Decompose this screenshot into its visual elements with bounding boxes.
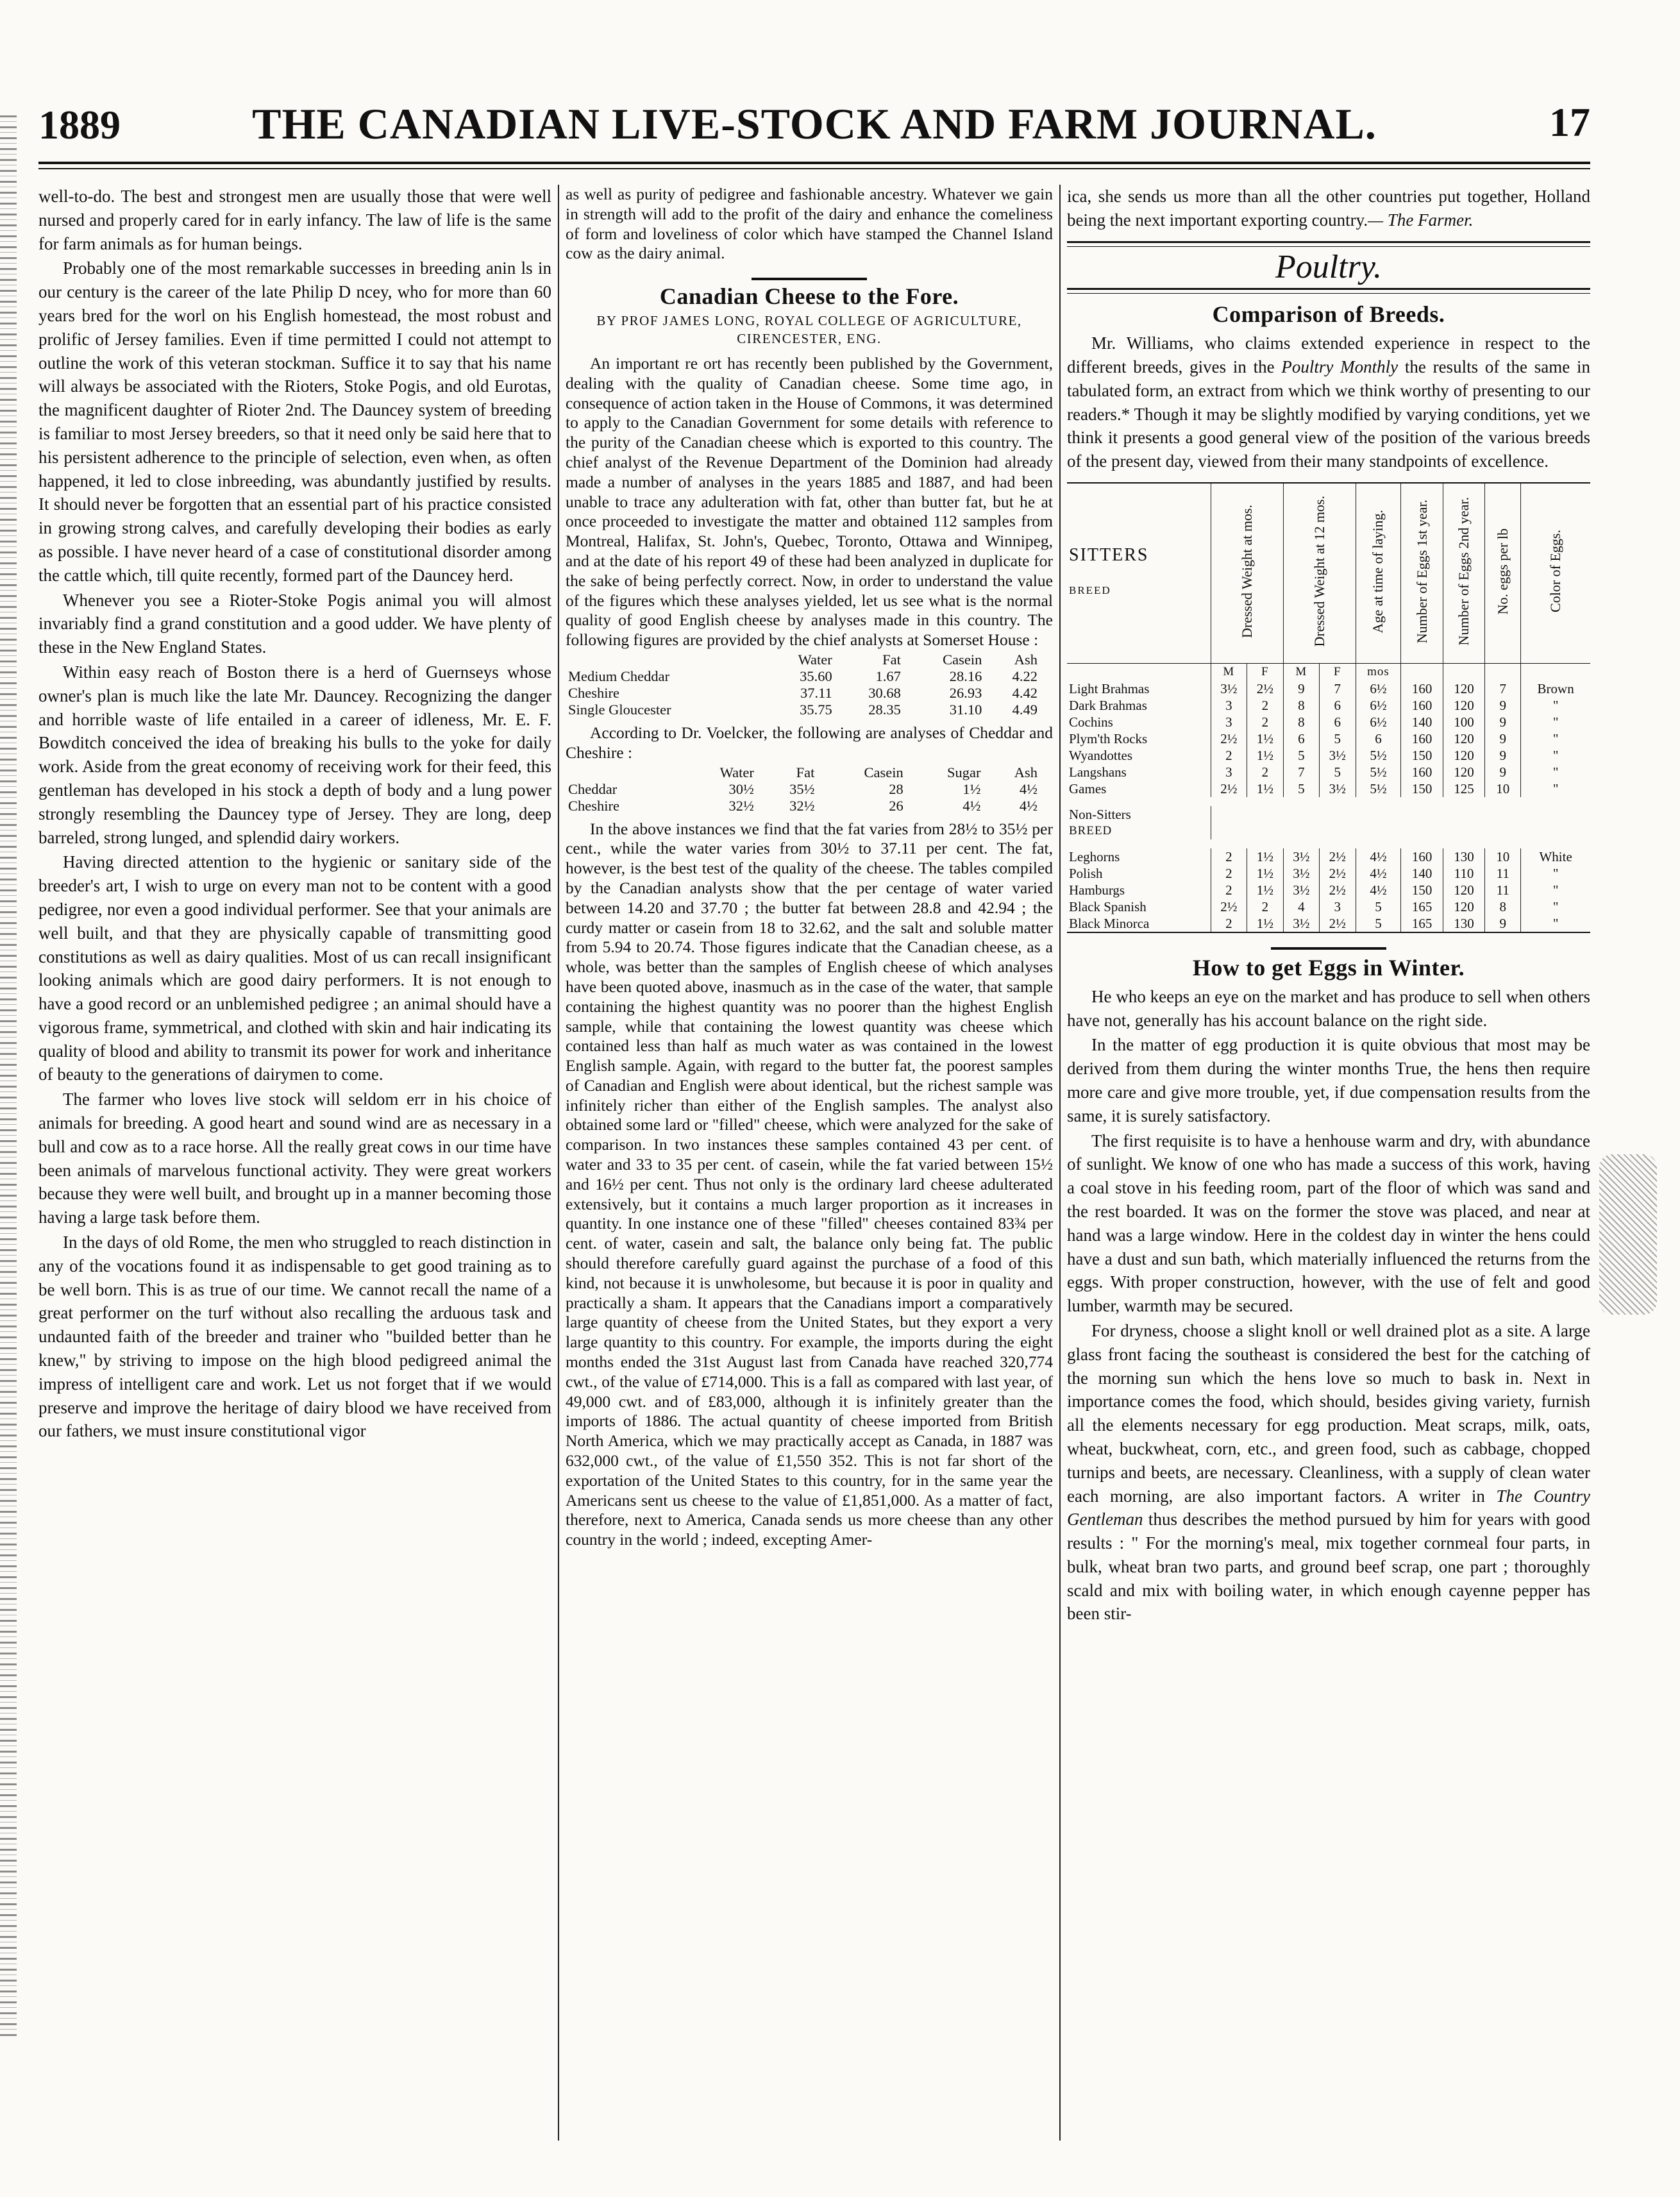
- table-row: [566, 798, 1040, 814]
- paragraph: [1067, 332, 1590, 473]
- table-cell: 3½: [1283, 865, 1319, 882]
- paragraph: well-to-do. The best and strongest men are usually those that were well nursed and properly cared for in early infancy. The law of life is the same for farm animals as for human beings.: [38, 187, 551, 253]
- page-header: [38, 96, 1590, 154]
- table-header-breed: [1067, 483, 1211, 664]
- table-cell: 4½: [1356, 882, 1401, 898]
- table-header: Number of Eggs 2nd year.: [1443, 483, 1484, 664]
- table-cell: 165: [1401, 898, 1443, 915]
- table-header: Casein: [943, 651, 982, 668]
- table-cell: Cochins: [1069, 714, 1113, 730]
- table-row: [1067, 764, 1590, 780]
- table-header: Water: [798, 651, 832, 668]
- table-cell: 2½: [1211, 898, 1247, 915]
- table-cell: Single Gloucester: [568, 701, 671, 718]
- table-cell: 6: [1356, 730, 1401, 747]
- table-row: [1067, 730, 1590, 747]
- table-cell: 5: [1320, 764, 1356, 780]
- table-row: [1067, 898, 1590, 915]
- table-row: [566, 668, 1040, 685]
- table-cell: 130: [1443, 848, 1484, 865]
- table-cell: 2: [1211, 848, 1247, 865]
- table-cell: 100: [1443, 714, 1484, 730]
- text-span: the results of the same in tabulated form, an extract from which we think worthy of presenting to our readers.* Though it may be slightly modified by varying conditions, yet we think it presents a good general view of the position of the various breeds of the present day, viewed from their many standpoints of excellence.: [1067, 357, 1591, 471]
- table-cell: 3½: [1211, 680, 1247, 697]
- table-cell: 2: [1247, 898, 1283, 915]
- table-cell: 4: [1283, 898, 1319, 915]
- table-header: Dressed Weight at 12 mos.: [1283, 483, 1356, 664]
- table-cell: ": [1521, 747, 1590, 764]
- table-cell: 2: [1247, 697, 1283, 714]
- table-cell: Polish: [1069, 865, 1103, 881]
- table-header: Age at time of laying.: [1356, 483, 1401, 664]
- article-byline: BY PROF JAMES LONG, ROYAL COLLEGE OF AGRICULTURE, CIRENCESTER, ENG.: [596, 312, 1022, 346]
- table-cell: 150: [1401, 882, 1443, 898]
- table-cell: 6: [1320, 714, 1356, 730]
- table-cell: 150: [1401, 780, 1443, 797]
- text-span: Mr. Williams, who claims extended experience in respect to the different breeds, gives in the: [1067, 333, 1590, 376]
- table-cell: 2½: [1211, 730, 1247, 747]
- source-citation: — The Farmer.: [1368, 210, 1474, 230]
- table-cell: 4½: [1356, 848, 1401, 865]
- table-header: No. eggs per lb: [1485, 483, 1521, 664]
- table-row: [1067, 848, 1590, 865]
- table-cell: 9: [1485, 764, 1521, 780]
- table-cell: 150: [1401, 747, 1443, 764]
- journal-title: The Country Gentleman: [1067, 1486, 1590, 1529]
- table-header: Fat: [882, 651, 901, 668]
- table-cell: 4.42: [1012, 684, 1037, 701]
- table-cell: 6½: [1356, 680, 1401, 697]
- table-cell: 5: [1283, 780, 1319, 797]
- table-cell: 1½: [962, 780, 981, 797]
- paragraph: Having directed attention to the hygienic or sanitary side of the breeder's art, I wish to urge on every man not to be content with a good pedigree, nor even a good individual performer. See that your animals are well built, and that they are physically capable of transmitting good constitutions as well as dairy qualities. Most of us can recall insignificant looking animals which are good dairy performers. It is not enough to have a good record or an unblemished pedigree ; an animal should have a vigorous frame, symmetrical, and clothed with skin and hair indicating its quality of blood and ability to transmit its power for work and inheritance of beauty to the generations of dairymen to come.: [38, 852, 551, 1084]
- table-cell: ": [1521, 780, 1590, 797]
- table-cell: 30½: [728, 780, 754, 797]
- table-row: [1067, 915, 1590, 932]
- sitters-label: SITTERS: [1069, 545, 1149, 566]
- table-cell: 110: [1443, 865, 1484, 882]
- table-cell: 26.93: [949, 684, 982, 701]
- table-cell: 125: [1443, 780, 1484, 797]
- table-cell: 4.49: [1012, 701, 1037, 718]
- table-cell: 5: [1356, 898, 1401, 915]
- header-title: THE CANADIAN LIVE-STOCK AND FARM JOURNAL.: [252, 99, 1377, 148]
- table-row: [566, 702, 1040, 718]
- table-cell: 37.11: [800, 684, 832, 701]
- table-cell: 1½: [1247, 780, 1283, 797]
- table-cell: 35½: [789, 780, 815, 797]
- table-cell: 28.35: [868, 701, 901, 718]
- table-cell: Black Spanish: [1069, 898, 1147, 914]
- table-cell: 1½: [1247, 865, 1283, 882]
- table-cell: 2½: [1211, 780, 1247, 797]
- table-cell: 35.60: [800, 668, 832, 684]
- table-cell: ": [1521, 764, 1590, 780]
- table-cell: 3½: [1283, 848, 1319, 865]
- table-cell: 5½: [1356, 764, 1401, 780]
- subheader: M: [1211, 663, 1247, 680]
- column-3: [1067, 185, 1590, 1627]
- column-divider-1: [558, 185, 559, 2141]
- non-sitters-label: Non-Sitters: [1069, 806, 1131, 822]
- paragraph: In the matter of egg production it is quite obvious that most may be derived from them during the winter months True, the hens then require more care and give more trouble, yet, if due compensation results from the same, it is surely satisfactory.: [1067, 1035, 1590, 1125]
- table-row: [1067, 882, 1590, 898]
- table-cell: 120: [1443, 730, 1484, 747]
- table-cell: White: [1521, 848, 1590, 865]
- table-cell: 4½: [1019, 780, 1037, 797]
- table-cell: 120: [1443, 680, 1484, 697]
- table-cell: 11: [1485, 865, 1521, 882]
- table-cell: 5½: [1356, 780, 1401, 797]
- table-cell: 6½: [1356, 697, 1401, 714]
- table-cell: 8: [1485, 898, 1521, 915]
- table-header: Casein: [864, 764, 903, 780]
- column-1: [38, 185, 551, 1444]
- table-header: Water: [719, 764, 754, 780]
- breed-label: BREED: [1069, 584, 1111, 597]
- paragraph: An important re ort has recently been published by the Government, dealing with the quality of Canadian cheese. Some time ago, in consequence of action taken in the House of Commons, it was determined to apply to the Canadian Government for some details with reference to the purity of the Canadian cheese which is exported to this country. The chief analyst of the Revenue Department of the Dominion had already made a number of analyses in the years 1885 and 1887, and had been unable to trace any adulteration with fat, other than butter fat, but he at once proceeded to investigate the matter and obtained 112 samples from Montreal, Halifax, St. John's, Quebec, Toronto, Ottawa and Winnipeg, and at the date of his report 49 of these had been analyzed in duplicate for the sake of being perfectly correct. Now, in order to understand the value of the figures which these analyses yielded, let us see what is the normal quality of good English cheese by analyses made in this country. The following figures are provided by the chief analysts at Somerset House :: [566, 353, 1053, 650]
- table-row: [566, 685, 1040, 702]
- section-rule: [1067, 288, 1590, 294]
- table-cell: 160: [1401, 680, 1443, 697]
- text-span: A writer in: [1396, 1486, 1497, 1506]
- table-cell: 5: [1283, 747, 1319, 764]
- table-cell: 5: [1356, 915, 1401, 932]
- column-2: [566, 185, 1053, 1551]
- paragraph: as well as purity of pedigree and fashionable ancestry. Whatever we gain in strength will add to the profit of the dairy and enhance the comeliness of form and loveliness of color which have stamped the Channel Island cow as the dairy animal.: [566, 185, 1053, 263]
- table-header: [566, 764, 678, 781]
- table-cell: 165: [1401, 915, 1443, 932]
- table-header: Fat: [796, 764, 815, 780]
- paragraph: Whenever you see a Rioter-Stoke Pogis animal you will almost invariably find a grand constitution and a good udder. We have plenty of these in the New England States.: [38, 590, 551, 657]
- table-cell: 160: [1401, 730, 1443, 747]
- table-cell: 8: [1283, 714, 1319, 730]
- header-rule-thin: [38, 168, 1590, 169]
- paragraph: [1067, 185, 1590, 232]
- paragraph: The farmer who loves live stock will seldom err in his choice of animals for breeding. A good heart and sound wind are as necessary in a bull and cow as to a race horse. All the really great cows in our time have been animals of marvelous functional activity. They were great workers because they were well built, and brought up in a manner becoming those having a large task before them.: [38, 1090, 551, 1227]
- table-cell: 2½: [1320, 848, 1356, 865]
- header-rule-thick: [38, 162, 1590, 164]
- table-row: [1067, 680, 1590, 697]
- article-heading-eggs: How to get Eggs in Winter.: [1192, 954, 1465, 981]
- table-header: Ash: [1014, 764, 1037, 780]
- table-cell: 4½: [962, 797, 981, 814]
- paragraph: In the days of old Rome, the men who struggled to reach distinction in any of the vocations found it as indispensable to get good training as to be well born. This is as true of our time. We cannot recall the name of a great performer on the turf without also recalling the arduous task and undaunted faith of the breeder and trainer who "builded better than he knew," by striving to impose on the high blood pedigreed animal the impress of intelligent care and work. Let us not forget that if we would preserve and improve the heritage of dairy blood we have received from our fathers, we must insure constitutional vigor: [38, 1233, 551, 1441]
- table-cell: 31.10: [949, 701, 982, 718]
- table-header: Ash: [1014, 651, 1037, 668]
- table-cell: 2½: [1247, 680, 1283, 697]
- header-page-number: 17: [1549, 99, 1590, 145]
- table-cell: 30.68: [868, 684, 901, 701]
- table-cell: 140: [1401, 714, 1443, 730]
- table-cell: ": [1521, 915, 1590, 932]
- table-header: Number of Eggs 1st year.: [1401, 483, 1443, 664]
- header-year: 1889: [38, 102, 121, 147]
- table-cell: 7: [1485, 680, 1521, 697]
- table-row: [1067, 747, 1590, 764]
- table-cell: 2: [1247, 764, 1283, 780]
- table-cell: 120: [1443, 697, 1484, 714]
- table-row: [1067, 714, 1590, 730]
- table-cell: 2: [1211, 882, 1247, 898]
- table-cell: ": [1521, 865, 1590, 882]
- table-cell: 28: [889, 780, 903, 797]
- table-cell: Medium Cheddar: [568, 668, 670, 684]
- table-cell: 1½: [1247, 747, 1283, 764]
- table-cell: 1½: [1247, 730, 1283, 747]
- table-cell: 10: [1485, 780, 1521, 797]
- text-span: For dryness, choose a slight knoll or well drained plot as a site. A large glass front facing the southeast is considered the best for the catching of the morning sun which the hens love so much to bask in. Next in importance comes the food, which should, besides giving variety, furnish all the elements necessary for egg production. Meat scraps, milk, oats, wheat, buckwheat, corn, etc., and green food, such as cabbage, chopped turnips and beets, are necessary. Cleanliness, with a supply of clean water each morning, are also important factors.: [1067, 1320, 1590, 1506]
- table-cell: 3: [1211, 697, 1247, 714]
- subheader: F: [1320, 663, 1356, 680]
- table-cell: Cheshire: [568, 797, 619, 814]
- table-cell: 1½: [1247, 848, 1283, 865]
- table-cell: 2: [1247, 714, 1283, 730]
- table-cell: 2½: [1320, 865, 1356, 882]
- table-cell: 32½: [789, 797, 815, 814]
- table-cell: 3½: [1283, 882, 1319, 898]
- table-cell: 3: [1211, 714, 1247, 730]
- table-cell: 120: [1443, 898, 1484, 915]
- table-cell: 9: [1485, 915, 1521, 932]
- table-cell: 10: [1485, 848, 1521, 865]
- table-cell: 35.75: [800, 701, 832, 718]
- paragraph: The first requisite is to have a henhouse warm and dry, with abundance of sunlight. We know of one who has made a success of this work, having a coal stove in his feeding room, part of the floor of which was sand and the rest boarded. It was on the former the stove was placed, and near at hand was a large window. Here in the coldest day in winter the hens could have a dust and sun bath, which materially influenced the returns from the eggs. With proper construction, however, with the use of felt and good lumber, warmth may be secured.: [1067, 1131, 1590, 1316]
- table-cell: 160: [1401, 764, 1443, 780]
- scan-binding-edge: [0, 115, 17, 2039]
- subheader: mos: [1356, 663, 1401, 680]
- table-cell: Dark Brahmas: [1069, 697, 1147, 713]
- table-cell: ": [1521, 714, 1590, 730]
- table-row: [566, 781, 1040, 798]
- article-heading-cheese: Canadian Cheese to the Fore.: [659, 283, 959, 310]
- table-cell: 3: [1211, 764, 1247, 780]
- table-cell: 1.67: [875, 668, 901, 684]
- table-cell: 3½: [1320, 780, 1356, 797]
- table-cell: 9: [1485, 714, 1521, 730]
- non-sitters-header: [1067, 797, 1590, 848]
- table-cell: 4½: [1019, 797, 1037, 814]
- table-cell: 160: [1401, 697, 1443, 714]
- column-divider-2: [1059, 185, 1061, 2141]
- table-cell: Cheddar: [568, 780, 617, 797]
- analysis-table-voelcker: [566, 764, 1040, 814]
- subheader: M: [1283, 663, 1319, 680]
- table-cell: Wyandottes: [1069, 747, 1133, 763]
- table-cell: 4½: [1356, 865, 1401, 882]
- table-cell: 4.22: [1012, 668, 1037, 684]
- table-header: Dressed Weight at mos.: [1211, 483, 1283, 664]
- table-cell: Leghorns: [1069, 848, 1120, 864]
- table-header: Color of Eggs.: [1521, 483, 1590, 664]
- table-cell: ": [1521, 882, 1590, 898]
- table-cell: 2: [1211, 865, 1247, 882]
- table-cell: 11: [1485, 882, 1521, 898]
- analysis-table-somerset: [566, 652, 1040, 718]
- table-cell: 9: [1485, 730, 1521, 747]
- table-cell: 2½: [1320, 915, 1356, 932]
- paragraph: [1067, 1319, 1590, 1626]
- table-cell: Langshans: [1069, 764, 1127, 780]
- text-span: thus describes the method pursued by him for years with good results : " For the morning's meal, mix together cornmeal four parts, in bulk, wheat bran two parts, and ground beef scrap, one part ; thoroughly scald and mix with boiling water, in which enough cayenne pepper has been stir-: [1067, 1510, 1590, 1624]
- article-heading-breeds: Comparison of Breeds.: [1212, 301, 1445, 328]
- section-divider: [1271, 947, 1386, 950]
- table-cell: 130: [1443, 915, 1484, 932]
- table-cell: 5½: [1356, 747, 1401, 764]
- paragraph: Within easy reach of Boston there is a herd of Guernseys whose owner's plan is much like the late Mr. Dauncey. Recognizing the danger and horrible waste of life entailed in a career of idleness, Mr. E. F. Bowditch conceived the idea of breaking his bulls to the yoke for daily work. Aside from the great economy of receiving work for their feed, this gentleman has developed in his stock a depth of body and a lung power strongly resembling the Dauncey type of Jersey. They are long, deep barreled, strong lunged, and splendid dairy workers.: [38, 662, 551, 847]
- table-cell: 160: [1401, 848, 1443, 865]
- table-cell: 9: [1283, 680, 1319, 697]
- intro-text: ica, she sends us more than all the other countries put together, Holland being the next important exporting country.: [1067, 187, 1590, 230]
- table-row: [1067, 865, 1590, 882]
- table-cell: 6½: [1356, 714, 1401, 730]
- table-cell: ": [1521, 730, 1590, 747]
- table-cell: 2: [1211, 747, 1247, 764]
- table-cell: Plym'th Rocks: [1069, 730, 1148, 746]
- table-cell: 3½: [1283, 915, 1319, 932]
- table-row: [1067, 780, 1590, 797]
- table-row: [1067, 697, 1590, 714]
- paragraph: Probably one of the most remarkable successes in breeding anin ls in our century is the career of the late Philip D ncey, who for more than 60 years bred for the worl on his English homestead, the most robust and prolific of Jersey families. Even if time permitted I could not attempt to outline the work of this veteran stockman. Suffice it to say that his name will always be associated with the Rioters, Stoke Pogis, and old Eurotas, the magnificent daughter of Rioter 2nd. The Dauncey system of breeding is familiar to most Jersey breeders, so that it need only be said here that to his persistent adherence to the principle of selection, even when, as often happened, it led to close inbreeding, was abundantly justified by results. It should never be forgotten that an essential part of his practice consisted in growing strong calves, and carefully developing their bodies as early as possible. I have never heard of a case of constitutional disorder among the cattle which, till quite recently, formed part of the Dauncey herd.: [38, 258, 551, 585]
- table-cell: 5: [1320, 730, 1356, 747]
- table-cell: 26: [889, 797, 903, 814]
- section-rule: [1067, 241, 1590, 247]
- table-cell: 7: [1320, 680, 1356, 697]
- table-cell: Games: [1069, 780, 1107, 796]
- table-cell: 1½: [1247, 882, 1283, 898]
- table-cell: 6: [1320, 697, 1356, 714]
- table-cell: 8: [1283, 697, 1319, 714]
- table-cell: Hamburgs: [1069, 882, 1125, 898]
- table-header: Sugar: [947, 764, 981, 780]
- table-cell: 120: [1443, 764, 1484, 780]
- table-cell: 140: [1401, 865, 1443, 882]
- table-header: [566, 652, 763, 668]
- paragraph: According to Dr. Voelcker, the following are analyses of Cheddar and Cheshire :: [566, 723, 1053, 762]
- table-cell: Brown: [1521, 680, 1590, 697]
- table-cell: 6: [1283, 730, 1319, 747]
- table-cell: 28.16: [949, 668, 982, 684]
- table-cell: 32½: [728, 797, 754, 814]
- table-cell: 120: [1443, 747, 1484, 764]
- table-cell: 2: [1211, 915, 1247, 932]
- non-sitters-rows: [1067, 848, 1590, 932]
- scan-smudge: [1599, 1154, 1657, 1315]
- section-title-poultry: Poultry.: [1275, 248, 1382, 285]
- journal-title: Poultry Monthly: [1281, 357, 1399, 376]
- table-cell: 1½: [1247, 915, 1283, 932]
- breed-comparison-table: [1067, 482, 1590, 933]
- table-cell: 3: [1320, 898, 1356, 915]
- table-cell: Cheshire: [568, 684, 619, 701]
- paragraph: In the above instances we find that the fat varies from 28½ to 35½ per cent., while the water varies from 30½ to 37.11 per cent. The fat, however, is the best test of the quality of the cheese. The tables compiled by the Canadian analysts show that the per centage of water varied between 14.20 and 37.70 ; the butter fat between 28.8 and 42.94 ; the curdy matter or casein from 18 to 32.62, and the salt and soluble matter from 5.94 to 20.74. Those figures indicate that the Canadian cheese, as a whole, was better than the samples of English cheese of which analyses have been quoted above, inasmuch as in the case of the water, that sample containing the highest quantity was no poorer than the highest English sample, while that containing the lowest quantity was cheese which contained less than half as much water as was contained in the lowest English sample. Again, with regard to the butter fat, the poorest samples of Canadian and English were about identical, but the richest sample was infinitely richer than either of the English samples. The analyst also obtained some lard or "filled" cheese, which were analyzed for the sake of comparison. In two instances these samples contained 43 per cent. of water and 33 to 35 per cent. of casein, while the fat varied between 15½ and 16½ per cent. Thus not only is the ordinary lard cheese adulterated extensively, but it contains a much larger proportion as it increases in quantity. In one instance one of these "filled" cheeses contained 83¾ per cent. of water, casein and salt, the balance only being fat. The public should therefore carefully guard against the purchase of a food of this kind, not because it is unwholesome, but because it is poor in quality and practically a sham. It appears that the Canadians import a comparatively large quantity of cheese from the United States, but they export a very large quantity to this country. For example, the imports during the eight months ended the 31st August last from Canada have reached 320,774 cwt., of the value of £714,000. This is a fall as compared with last year, of 49,000 cwt. and of £83,000, although it is infinitely greater than the imports of 1886. The actual quantity of cheese imported from British North America, which we may practically accept as Canada, in 1887 was 632,000 cwt., of the value of £1,550 352. This is not far short of the exportation of the United States to this country, for in the same year the Americans sent us cheese to the value of £1,851,000. As a matter of fact, therefore, next to America, Canada sends us more cheese than any other country in the world ; indeed, excepting Amer-: [566, 819, 1053, 1549]
- table-cell: Black Minorca: [1067, 915, 1211, 932]
- table-cell: 9: [1485, 747, 1521, 764]
- table-cell: 2½: [1320, 882, 1356, 898]
- table-cell: 3½: [1320, 747, 1356, 764]
- sitters-rows: [1067, 680, 1590, 797]
- table-cell: 7: [1283, 764, 1319, 780]
- section-divider: [752, 278, 867, 280]
- subheader: F: [1247, 663, 1283, 680]
- table-cell: 120: [1443, 882, 1484, 898]
- paragraph: He who keeps an eye on the market and has produce to sell when others have not, generally has his account balance on the right side.: [1067, 986, 1590, 1030]
- table-cell: ": [1521, 697, 1590, 714]
- table-cell: ": [1521, 898, 1590, 915]
- table-cell: 9: [1485, 697, 1521, 714]
- table-cell: Light Brahmas: [1069, 680, 1150, 696]
- breed-label: BREED: [1069, 823, 1113, 838]
